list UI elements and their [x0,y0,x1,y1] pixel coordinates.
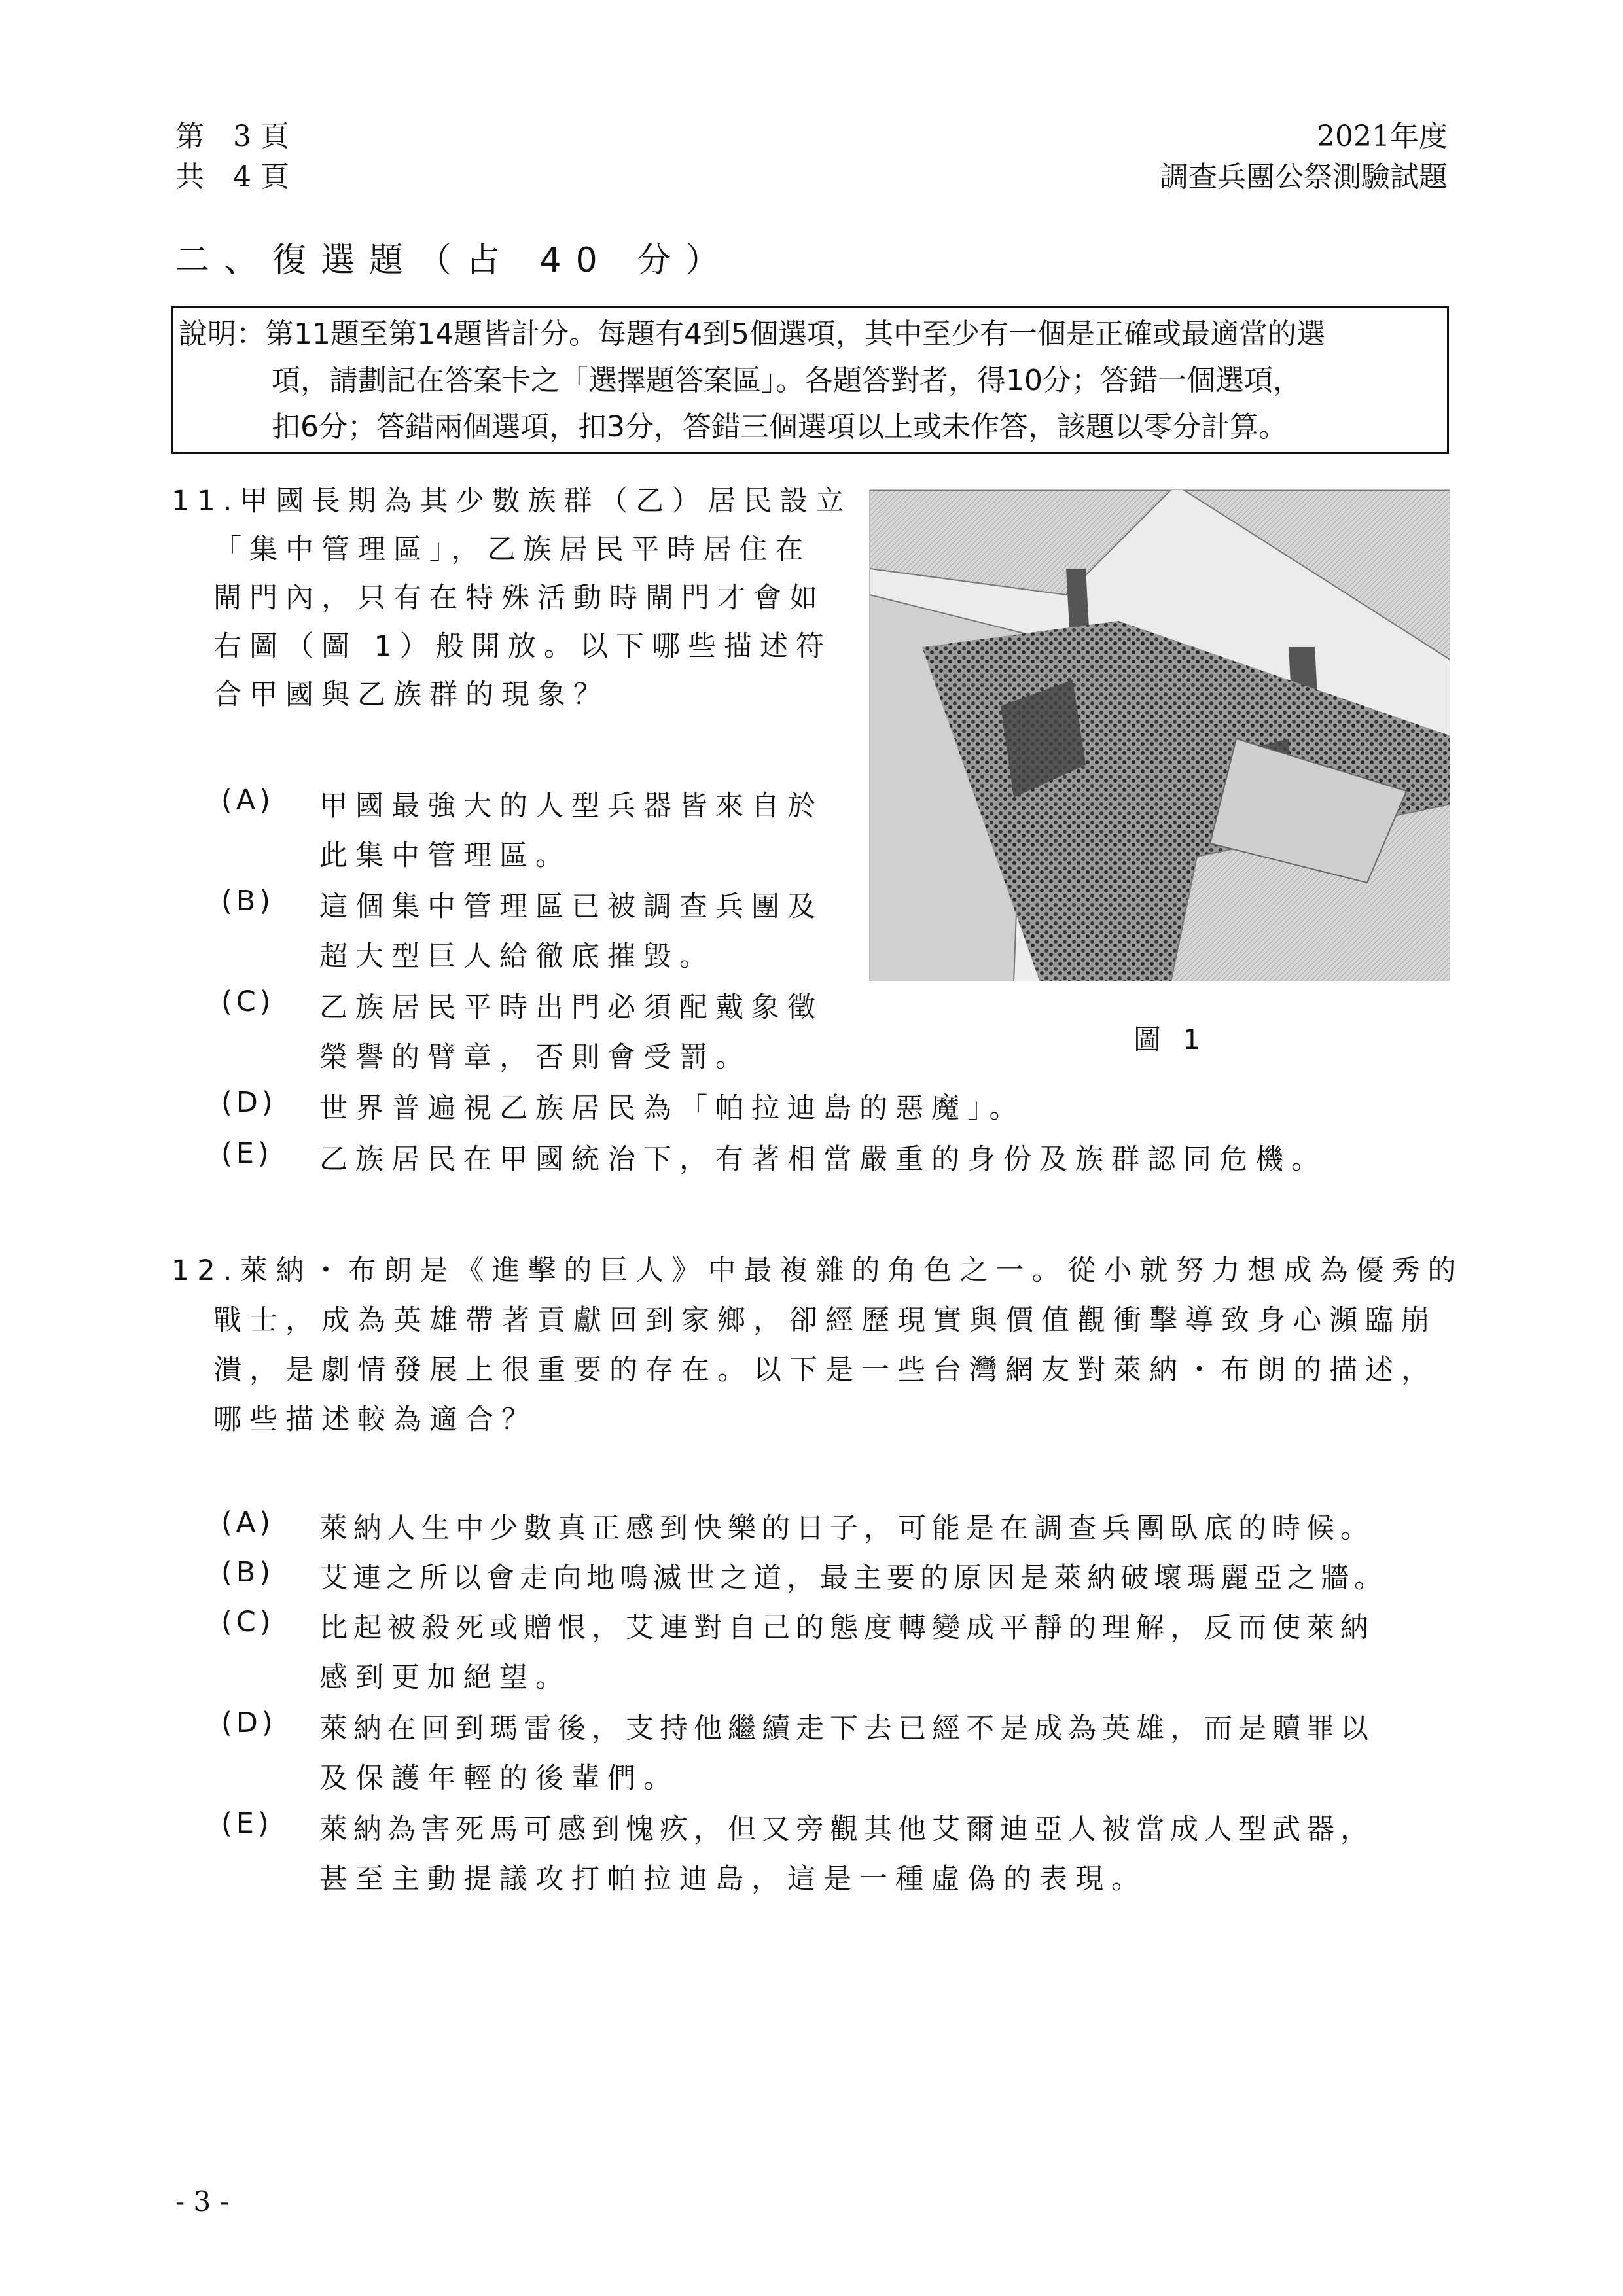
option-text: 超大型巨人給徹底摧毀。 [319,940,715,973]
question-11-stem-line: 閘門內，只有在特殊活動時閘門才會如 [213,582,825,614]
option-label: (D) [221,1706,277,1739]
footer-page-number: - 3 - [175,2185,229,2217]
option-text: 萊納在回到瑪雷後，支持他繼續走下去已經不是成為英雄，而是贖罪以 [319,1712,1374,1745]
figure-1-caption: 圖 1 [1133,1023,1207,1055]
question-11-stem-line: 11.甲國長期為其少數族群（乙）居民設立 [171,485,852,518]
question-11-stem-line: 合甲國與乙族群的現象？ [213,679,609,711]
option-text: 艾連之所以會走向地鳴滅世之道，最主要的原因是萊納破壞瑪麗亞之牆。 [319,1562,1387,1595]
option-label: (A) [221,1506,274,1539]
page-header-right [1160,116,1448,198]
option-text: 此集中管理區。 [319,839,571,872]
option-text: 世界普遍視乙族居民為「帕拉迪島的惡魔」。 [319,1092,1026,1125]
instructions-line: 扣6分；答錯兩個選項，扣3分，答錯三個選項以上或未作答，該題以零分計算。 [272,410,1287,444]
option-text: 這個集中管理區已被調查兵團及 [319,891,823,923]
question-12-stem-line: 潰，是劇情發展上很重要的存在。以下是一些台灣網友對萊納・布朗的描述， [213,1354,1437,1386]
option-label: (D) [221,1086,277,1119]
question-11-stem-line: 「集中管理區」，乙族居民平時居住在 [213,533,812,566]
option-text: 比起被殺死或贈恨，艾連對自己的態度轉變成平靜的理解，反而使萊納 [319,1612,1374,1644]
page-number-label: 第 3 頁 [175,120,289,153]
option-text: 及保護年輕的後輩們。 [319,1762,679,1795]
option-text: 乙族居民平時出門必須配戴象徵 [319,991,823,1024]
figure-1-illustration [869,489,1450,981]
total-pages-label: 共 4 頁 [175,160,289,194]
instructions-box [171,306,1449,454]
question-12-stem-line: 12.萊納・布朗是《進擊的巨人》中最複雜的角色之一。從小就努力想成為優秀的 [171,1254,1464,1287]
exam-year: 2021年度 [1317,120,1448,153]
option-text: 感到更加絕望。 [319,1661,571,1694]
option-text: 甚至主動提議攻打帕拉迪島，這是一種虛偽的表現。 [319,1863,1147,1896]
section-title: 二、復選題（占 40 分） [175,241,734,280]
exam-title: 調查兵團公祭測驗試題 [1160,160,1448,194]
option-text: 甲國最強大的人型兵器皆來自於 [319,790,823,822]
option-label: (B) [221,885,275,917]
option-label: (E) [221,1137,273,1170]
option-text: 乙族居民在甲國統治下，有著相當嚴重的身份及族群認同危機。 [319,1143,1327,1176]
option-text: 萊納人生中少數真正感到快樂的日子，可能是在調查兵團臥底的時候。 [319,1512,1374,1545]
question-12-stem-line: 戰士，成為英雄帶著貢獻回到家鄉，卻經歷現實與價值觀衝擊導致身心瀕臨崩 [213,1304,1437,1337]
option-label: (E) [221,1807,273,1840]
option-text: 榮譽的臂章，否則會受罰。 [319,1041,751,1074]
option-label: (A) [221,784,274,817]
question-11-stem-line: 右圖（圖 1）般開放。以下哪些描述符 [213,630,832,663]
option-label: (B) [221,1556,275,1589]
option-text: 萊納為害死馬可感到愧疚，但又旁觀其他艾爾迪亞人被當成人型武器， [319,1813,1374,1846]
page-header-left [175,116,289,198]
instructions-line: 說明：第11題至第14題皆計分。每題有4到5個選項，其中至少有一個是正確或最適當的選 [179,317,1325,351]
gate-crowd-illustration [870,490,1450,981]
option-label: (C) [221,985,275,1018]
instructions-line: 項，請劃記在答案卡之「選擇題答案區」。各題答對者，得10分；答錯一個選項， [272,364,1302,397]
question-12-stem-line: 哪些描述較為適合？ [213,1404,537,1436]
option-label: (C) [221,1606,275,1638]
